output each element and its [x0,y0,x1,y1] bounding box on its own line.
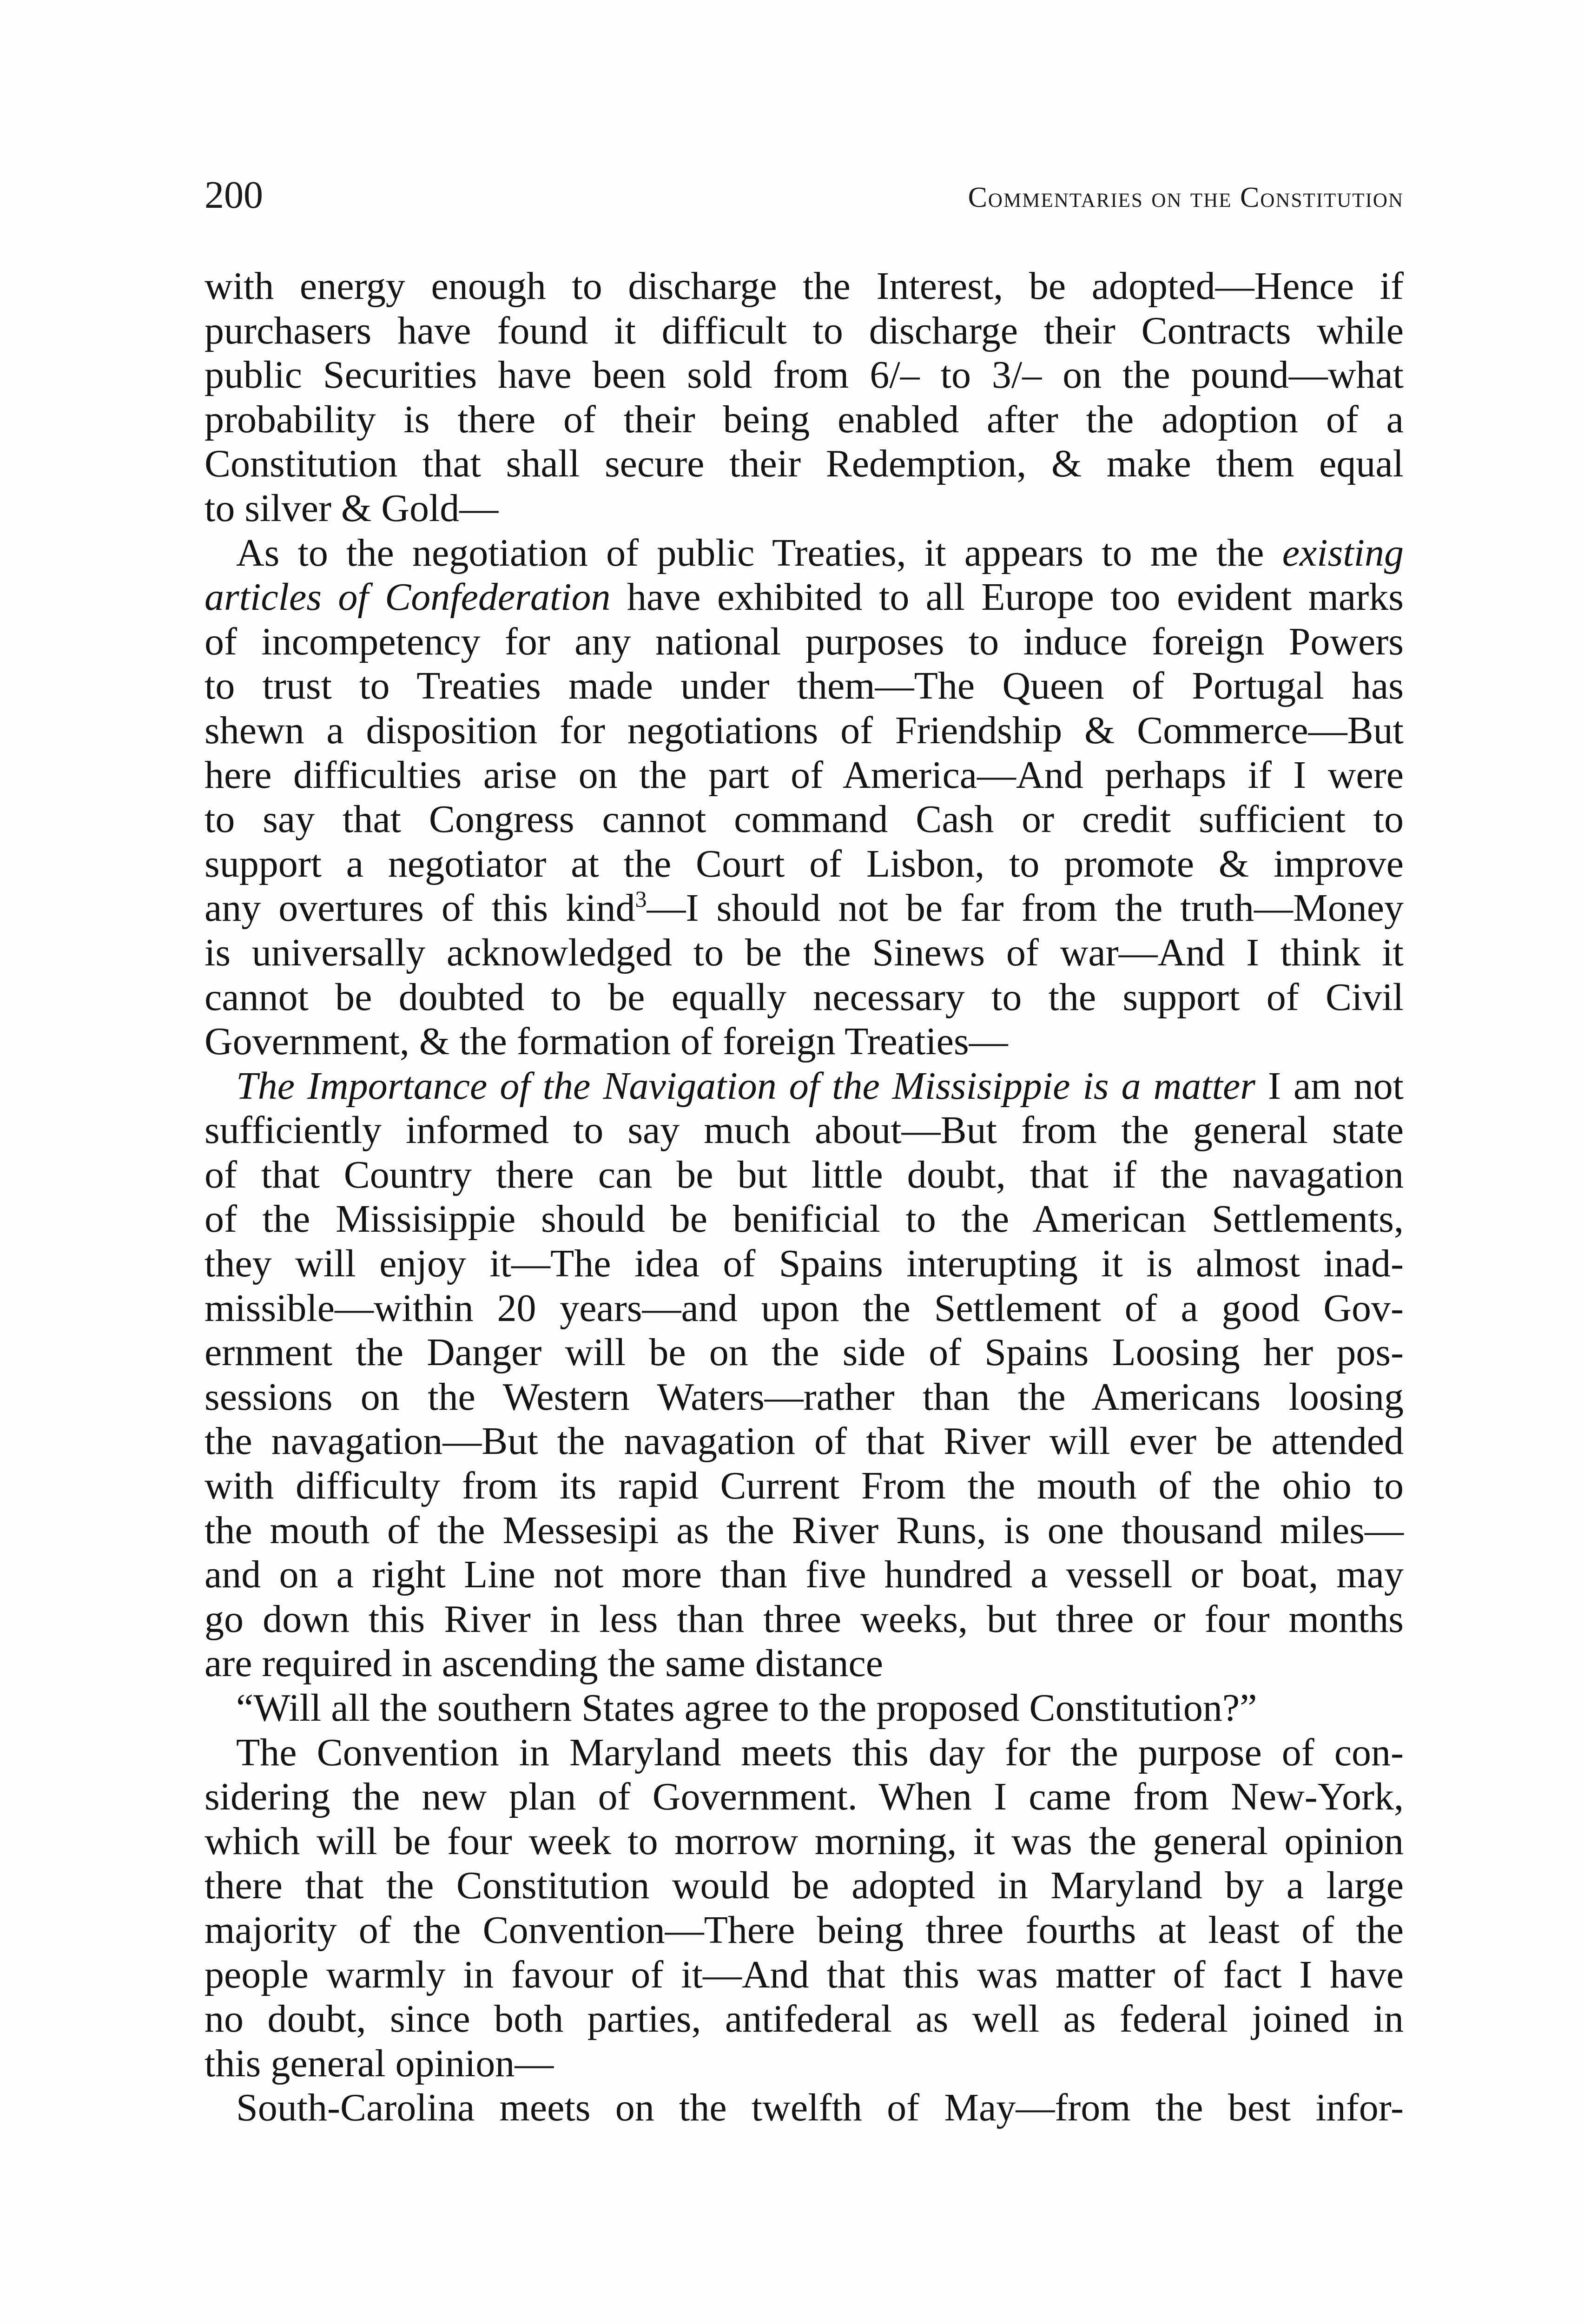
line-text: have exhibited to all Europe too evident marks [610,575,1404,619]
line-text: —I should not be far from the truth—Money [647,886,1404,930]
text-line [205,531,1404,575]
running-title: Commentaries on the Constitution [968,182,1404,213]
text-line: they will enjoy it—The idea of Spains interupting it is almost inad- [205,1242,1404,1286]
text-line: of that Country there can be but little doubt, that if the navagation [205,1153,1404,1196]
text-line: purchasers have found it difficult to discharge their Contracts while [205,309,1404,352]
text-line: majority of the Convention—There being three fourths at least of the [205,1908,1404,1952]
text-line: the mouth of the Messesipi as the River Runs, is one thousand miles— [205,1508,1404,1552]
text-line: people warmly in favour of it—And that this was matter of fact I have [205,1953,1404,1996]
italic-text: The Importance of the Navigation of the Missisippie is a matter [236,1064,1255,1108]
text-line: is universally acknowledged to be the Sinews of war—And I think it [205,931,1404,974]
text-line: public Securities have been sold from 6/– to 3/– on the pound—what [205,353,1404,397]
text-line: here difficulties arise on the part of America—And perhaps if I were [205,753,1404,797]
text-line: to trust to Treaties made under them—The Queen of Portugal has [205,664,1404,708]
text-line: to silver & Gold— [205,486,499,530]
text-line: there that the Constitution would be adopted in Maryland by a large [205,1864,1404,1908]
text-line: sidering the new plan of Government. When I came from New-York, [205,1775,1404,1819]
text-line: sessions on the Western Waters—rather than the Americans loosing [205,1375,1404,1419]
text-line [205,575,1404,620]
text-line: which will be four week to morrow morning, it was the general opinion [205,1819,1404,1863]
text-line: to say that Congress cannot command Cash or credit sufficient to [205,798,1404,841]
text-line: ernment the Danger will be on the side of Spains Loosing her pos- [205,1331,1404,1374]
text-line: sufficiently informed to say much about—But from the general state [205,1109,1404,1152]
running-head [205,172,1404,223]
text-line: “Will all the southern States agree to the proposed Constitution?” [236,1686,1257,1730]
text-line: go down this River in less than three weeks, but three or four months [205,1597,1404,1641]
text-line: support a negotiator at the Court of Lisbon, to promote & improve [205,842,1404,885]
line-text: As to the negotiation of public Treaties, it appears to me the [236,531,1282,574]
italic-text: articles of Confederation [205,575,611,619]
text-line [205,1064,1404,1109]
text-line: of incompetency for any national purposes to induce foreign Powers [205,620,1404,663]
text-line: the navagation—But the navagation of that River will ever be attended [205,1419,1404,1463]
body-text [205,264,1404,2130]
text-line: shewn a disposition for negotiations of Friendship & Commerce—But [205,708,1404,752]
line-text: I am not [1255,1064,1404,1108]
text-line: with difficulty from its rapid Current From the mouth of the ohio to [205,1464,1404,1508]
text-line: this general opinion— [205,2041,554,2085]
text-line: no doubt, since both parties, antifederal as well as federal joined in [205,1997,1404,2041]
text-line: Constitution that shall secure their Redemption, & make them equal [205,442,1404,486]
text-line: of the Missisippie should be benificial to the American Settlements, [205,1197,1404,1241]
text-line: Government, & the formation of foreign Treaties— [205,1020,1008,1063]
text-line: missible—within 20 years—and upon the Settlement of a good Gov- [205,1286,1404,1330]
text-line: are required in ascending the same distance [205,1642,884,1685]
line-text: any overtures of this kind [205,886,635,930]
text-line: cannot be doubted to be equally necessary to the support of Civil [205,975,1404,1019]
text-line: and on a right Line not more than five hundred a vessell or boat, may [205,1553,1404,1597]
footnote-marker: 3 [635,886,647,912]
text-line: South-Carolina meets on the twelfth of May—from the best infor- [236,2086,1404,2130]
text-line: The Convention in Maryland meets this day for the purpose of con- [236,1730,1404,1774]
italic-text: existing [1282,531,1404,574]
text-line: probability is there of their being enabled after the adoption of a [205,397,1404,441]
text-line: with energy enough to discharge the Interest, be adopted—Hence if [205,264,1404,308]
page-number: 200 [205,173,263,217]
text-line [205,886,1404,931]
